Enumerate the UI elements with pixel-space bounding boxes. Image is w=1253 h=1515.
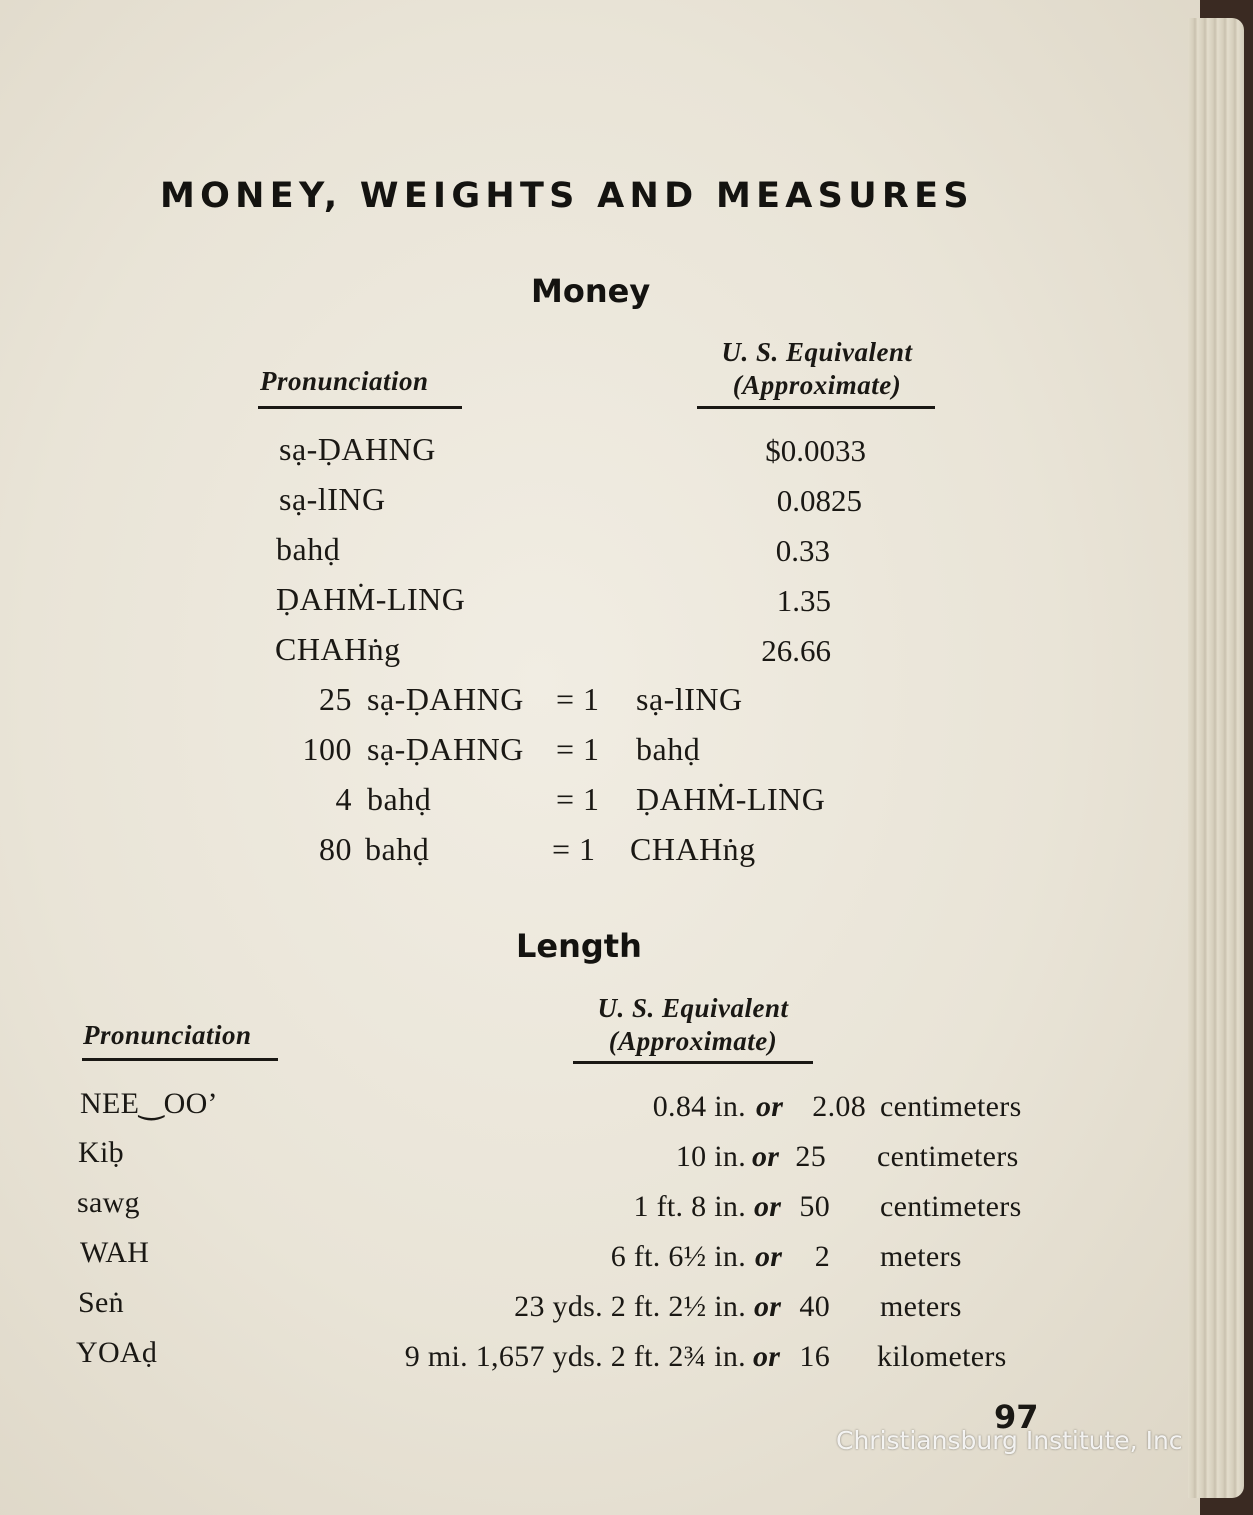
length-term: Seṅ [78, 1286, 124, 1319]
length-col-equivalent-rule [573, 1061, 813, 1064]
length-term: WAH [80, 1236, 150, 1269]
length-col-equivalent-line2: (Approximate) [608, 1026, 778, 1056]
length-col-equivalent [573, 992, 813, 1058]
length-us-value: 9 mi. 1,657 yds. 2 ft. 2¾ in. [404, 1340, 746, 1373]
length-metric-value: 16 [799, 1340, 830, 1373]
page-number: 97 [994, 1398, 1039, 1436]
length-us-value: 10 in. [675, 1140, 746, 1173]
money-value: 1.35 [776, 583, 831, 618]
equivalence-qty: 4 [335, 781, 352, 817]
length-us-value: 0.84 in. [652, 1090, 746, 1123]
length-metric-value: 50 [799, 1190, 830, 1223]
length-col-pronunciation-rule [82, 1058, 278, 1061]
equivalence-qty: 25 [319, 681, 352, 717]
equivalence-result: sạ-lING [636, 681, 743, 717]
money-value: 26.66 [761, 633, 831, 668]
money-col-equivalent-line2: (Approximate) [732, 370, 902, 400]
page-edges [1188, 18, 1244, 1498]
length-metric-value: 2 [814, 1240, 830, 1273]
length-metric-value: 40 [799, 1290, 830, 1323]
equivalence-equals: = 1 [552, 831, 596, 867]
money-value: $0.0033 [765, 433, 866, 468]
length-term: sawg [77, 1186, 140, 1219]
money-heading: Money [531, 272, 651, 310]
length-unit: meters [880, 1290, 962, 1323]
length-unit: centimeters [880, 1090, 1022, 1123]
length-metric-value: 25 [795, 1140, 826, 1173]
equivalence-unit: sạ-ḌAHNG [367, 681, 524, 717]
money-col-pronunciation-rule [258, 406, 462, 409]
money-col-equivalent [698, 336, 936, 402]
equivalence-qty: 100 [302, 731, 352, 767]
length-unit: centimeters [880, 1190, 1022, 1223]
length-term: YOAḍ [76, 1336, 158, 1369]
watermark: Christiansburg Institute, Inc [836, 1426, 1183, 1455]
length-unit: centimeters [877, 1140, 1019, 1173]
length-unit: kilometers [877, 1340, 1007, 1373]
equivalence-unit: bahḍ [367, 781, 432, 817]
length-col-equivalent-line1: U. S. Equivalent [597, 993, 789, 1023]
length-or: or [753, 1340, 781, 1373]
page-title: MONEY, WEIGHTS AND MEASURES [160, 176, 974, 216]
money-term: sạ-lING [279, 481, 386, 517]
length-term: Kiḅ [78, 1136, 124, 1169]
length-us-value: 23 yds. 2 ft. 2½ in. [514, 1290, 746, 1323]
equivalence-equals: = 1 [556, 731, 600, 767]
equivalence-result: bahḍ [636, 731, 701, 767]
equivalence-unit: bahḍ [365, 831, 430, 867]
money-col-equivalent-rule [697, 406, 935, 409]
money-col-equivalent-line1: U. S. Equivalent [721, 337, 913, 367]
length-col-pronunciation: Pronunciation [83, 1020, 252, 1050]
money-term: ḌAHṀ-LING [276, 581, 466, 617]
equivalence-unit: sạ-ḌAHNG [367, 731, 524, 767]
equivalence-equals: = 1 [556, 681, 600, 717]
money-term: bahḍ [276, 531, 341, 567]
length-us-value: 6 ft. 6½ in. [610, 1240, 746, 1273]
length-heading: Length [516, 927, 642, 965]
money-value: 0.0825 [776, 483, 862, 518]
length-term: NEE‿OO’ [80, 1087, 218, 1120]
equivalence-result: ḌAHṀ-LING [636, 781, 826, 817]
length-or: or [752, 1140, 780, 1173]
equivalence-result: CHAHṅg [630, 831, 756, 867]
length-unit: meters [880, 1240, 962, 1273]
length-or: or [755, 1240, 783, 1273]
equivalence-equals: = 1 [556, 781, 600, 817]
length-or: or [756, 1090, 784, 1123]
equivalence-qty: 80 [319, 831, 352, 867]
money-col-pronunciation: Pronunciation [260, 366, 429, 396]
length-or: or [754, 1190, 782, 1223]
length-or: or [754, 1290, 782, 1323]
length-us-value: 1 ft. 8 in. [633, 1190, 746, 1223]
money-value: 0.33 [775, 533, 830, 568]
money-term: CHAHṅg [275, 631, 401, 667]
money-term: sạ-ḌAHNG [279, 431, 436, 467]
length-metric-value: 2.08 [812, 1090, 866, 1123]
